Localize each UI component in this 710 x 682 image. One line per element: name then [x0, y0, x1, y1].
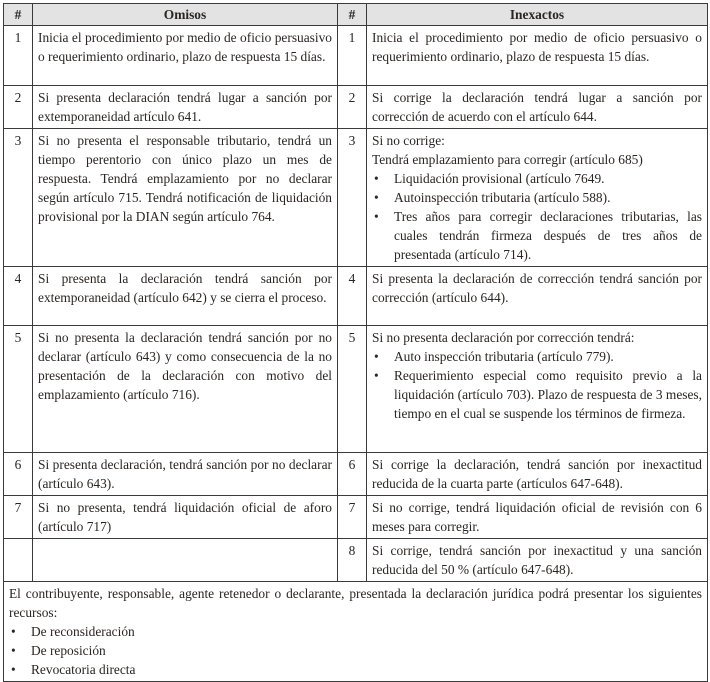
inexactos-step-text: Si presenta la declaración de corrección tendrá sanción por corrección (artículo 644).: [367, 267, 708, 326]
omisos-step-text: Si presenta declaración, tendrá sanción por no declarar (artículo 643).: [33, 453, 338, 496]
inexactos-step-intro: Tendrá emplazamiento para corregir (artículo 685): [372, 152, 643, 167]
footer-recursos-list: [9, 622, 702, 679]
inexactos-step-number: 3: [338, 129, 367, 267]
omisos-step-text: [33, 539, 338, 582]
table-row: [4, 326, 708, 453]
header-inexactos: Inexactos: [367, 4, 708, 26]
omisos-step-number: 2: [4, 86, 33, 129]
omisos-step-number: [4, 539, 33, 582]
header-omisos: Omisos: [33, 4, 338, 26]
table-row: [4, 496, 708, 539]
inexactos-step-number: 5: [338, 326, 367, 453]
table-row: [4, 86, 708, 129]
inexactos-step-number: 7: [338, 496, 367, 539]
inexactos-step-text: Inicia el procedimiento por medio de oficio persuasivo o requerimiento ordinario, plazo de respuesta 15 días.: [367, 26, 708, 86]
table-row: [4, 539, 708, 582]
inexactos-step-text: Si corrige la declaración, tendrá sanción por inexactitud reducida de la cuarta parte (artículos 647-648).: [367, 453, 708, 496]
list-item: • De reconsideración: [9, 622, 702, 641]
omisos-step-number: 1: [4, 26, 33, 86]
table-row: [4, 26, 708, 86]
inexactos-step-text: Si no corrige, tendrá liquidación oficial de revisión con 6 meses para corregir.: [367, 496, 708, 539]
header-row: [4, 4, 708, 26]
list-item: • Autoinspección tributaria (artículo 588).: [372, 188, 702, 207]
omisos-step-number: 4: [4, 267, 33, 326]
omisos-step-text: Si presenta declaración tendrá lugar a sanción por extemporaneidad artículo 641.: [33, 86, 338, 129]
footer-intro: El contribuyente, responsable, agente retenedor o declarante, presentada la declaración jurídica podrá presentar los siguientes recursos:: [9, 586, 702, 620]
table-row: [4, 453, 708, 496]
list-item: • Revocatoria directa: [9, 660, 702, 679]
footer-row: [4, 582, 708, 682]
omisos-step-text: Si no presenta la declaración tendrá sanción por no declarar (artículo 643) y como consecuencia de la no presentación de la declaración con motivo del emplazamiento (artículo 716).: [33, 326, 338, 453]
procedure-table: [3, 3, 708, 682]
omisos-step-text: Si no presenta el responsable tributario, tendrá un tiempo perentorio con único plazo un mes de respuesta. Tendrá emplazamiento por no declarar según artículo 715. Tendrá notificación de liquidación provisional por la DIAN según artículo 764.: [33, 129, 338, 267]
inexactos-step-intro: Si no presenta declaración por corrección tendrá:: [372, 330, 635, 345]
list-item: • De reposición: [9, 641, 702, 660]
inexactos-step-text: Si corrige, tendrá sanción por inexactitud y una sanción reducida del 50 % (artículo 647-648).: [367, 539, 708, 582]
omisos-step-text: Si presenta la declaración tendrá sanción por extemporaneidad (artículo 642) y se cierra el proceso.: [33, 267, 338, 326]
table-row: [4, 267, 708, 326]
inexactos-step-number: 8: [338, 539, 367, 582]
inexactos-bullet-list: [372, 347, 702, 423]
omisos-step-number: 6: [4, 453, 33, 496]
list-item: • Auto inspección tributaria (artículo 779).: [372, 347, 702, 366]
list-item: • Requerimiento especial como requisito previo a la liquidación (artículo 703). Plazo de respuesta de 3 meses, tiempo en el cual se suspende los términos de firmeza.: [372, 366, 702, 423]
table-row: [4, 129, 708, 267]
inexactos-step-text: Si corrige la declaración tendrá lugar a sanción por corrección de acuerdo con el artículo 644.: [367, 86, 708, 129]
omisos-step-number: 7: [4, 496, 33, 539]
inexactos-step-number: 4: [338, 267, 367, 326]
header-number-inexactos: #: [338, 4, 367, 26]
inexactos-step-number: 6: [338, 453, 367, 496]
omisos-step-text: Si no presenta, tendrá liquidación oficial de aforo (artículo 717): [33, 496, 338, 539]
list-item: • Tres años para corregir declaraciones tributarias, las cuales tendrán firmeza después de tres años de presentada (artículo 714).: [372, 207, 702, 264]
header-number-omisos: #: [4, 4, 33, 26]
inexactos-step-number: 1: [338, 26, 367, 86]
omisos-step-number: 5: [4, 326, 33, 453]
inexactos-bullet-list: [372, 169, 702, 264]
inexactos-step-number: 2: [338, 86, 367, 129]
inexactos-step-cell: [367, 326, 708, 453]
omisos-step-text: Inicia el procedimiento por medio de oficio persuasivo o requerimiento ordinario, plazo de respuesta 15 días.: [33, 26, 338, 86]
inexactos-step-intro: Si no corrige:: [372, 133, 445, 148]
footer-cell: [4, 582, 708, 682]
omisos-step-number: 3: [4, 129, 33, 267]
inexactos-step-cell: [367, 129, 708, 267]
list-item: • Liquidación provisional (artículo 7649.: [372, 169, 702, 188]
